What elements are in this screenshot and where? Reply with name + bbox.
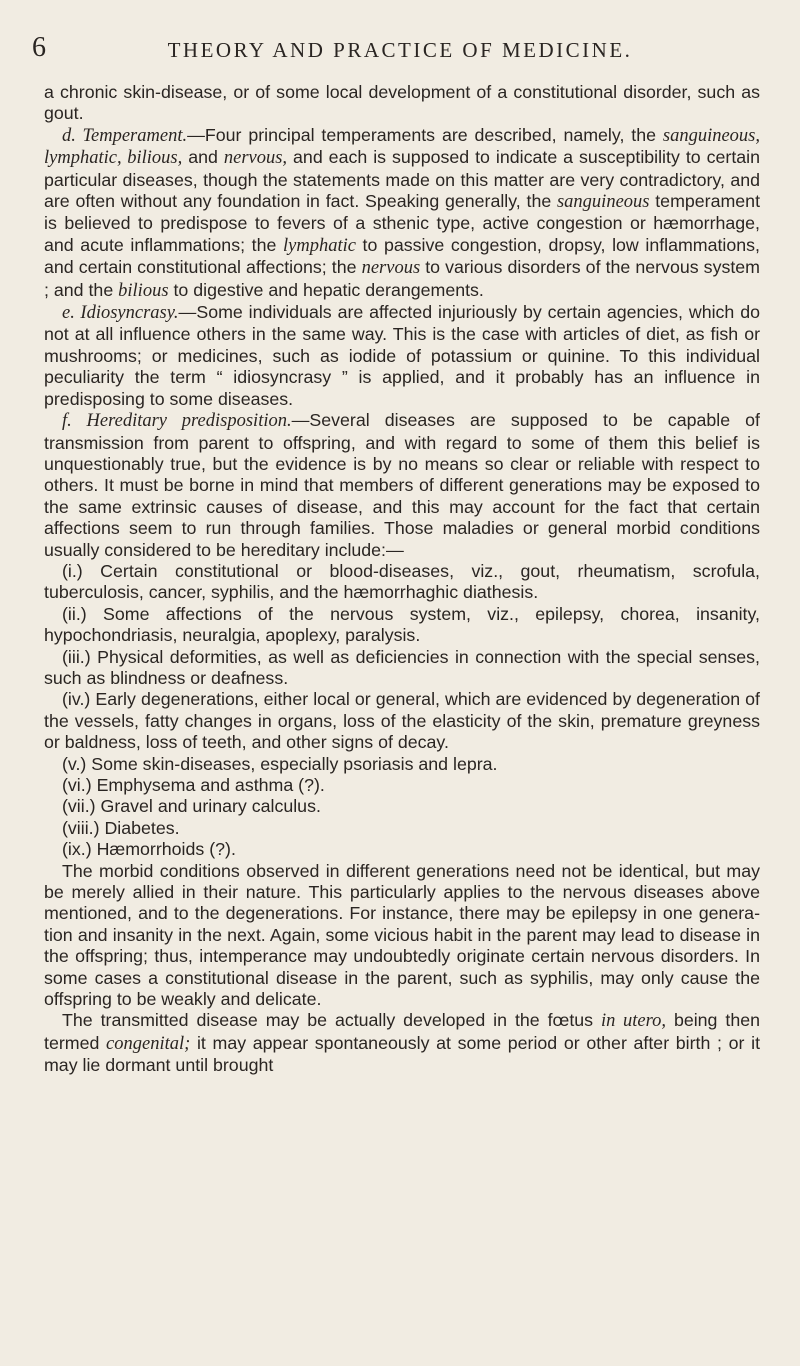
text-run: —Some individuals are affected injuriously by certain agencies, which do not at all influence others in the same way. This is the case with articles of diet, as fish or mushrooms; or medicines, such as iodide of potassium or quinine. To this individual peculiarity the term “ idiosyncrasy ” is applied, and it probably has an influence in predisposing to some diseases. — [44, 302, 760, 409]
italic-text: lymphatic — [282, 235, 356, 256]
italic-text: in utero, — [600, 1011, 666, 1032]
text-run: to passive congestion, dropsy, low inflammations, and certain constitutional affections; the — [44, 234, 760, 278]
paragraph-idiosyncrasy — [44, 302, 760, 410]
paragraph-temperament — [44, 125, 760, 302]
paragraph-item2 — [44, 604, 760, 647]
text-run: (iii.) Physical deformities, as well as deficiencies in connection with the special senses, such as blindness or deafness. — [44, 646, 760, 688]
italic-text: congenital; — [106, 1033, 191, 1054]
paragraph-intro — [44, 82, 760, 125]
text-run: a chronic skin-disease, or of some local development of a constitutional disorder, such as gout. — [44, 82, 760, 124]
italic-text: e. Idiosyncrasy. — [62, 303, 179, 324]
body-text — [44, 82, 760, 1077]
italic-text: nervous, — [223, 148, 288, 169]
paragraph-item6 — [44, 775, 760, 796]
paragraph-item1 — [44, 561, 760, 604]
paragraph-item5 — [44, 754, 760, 775]
text-run: (ii.) Some affections of the nervous system, viz., epilepsy, chorea, insanity, hypochondriasis, neuralgia, apoplexy, paralysis. — [44, 603, 760, 646]
paragraph-item7 — [44, 796, 760, 817]
italic-text: bilious — [118, 280, 169, 301]
text-run: and each is supposed to indicate a susceptibility to certain particular diseases, though the statements made on this matter are very contradictory, and are often without any foundation in fact. Speaking generally, the — [44, 147, 760, 212]
italic-text: sanguineous — [556, 192, 650, 213]
running-title: THEORY AND PRACTICE OF MEDICINE. — [167, 38, 633, 62]
paragraph-morbid — [44, 861, 760, 1011]
italic-text: sanguineous, lymphatic, bilious, — [44, 125, 760, 169]
italic-text: d. Temperament. — [62, 125, 188, 146]
text-run: to digestive and hepatic derangements. — [168, 279, 484, 300]
paragraph-transmitted — [44, 1010, 760, 1076]
text-run: (ix.) Hæmorrhoids (?). — [62, 839, 236, 860]
text-run: (viii.) Diabetes. — [62, 817, 180, 838]
text-run: it may appear spontaneously at some period or other after birth ; or it may lie dormant until brought — [44, 1032, 761, 1076]
text-run: (vi.) Emphysema and asthma (?). — [62, 775, 325, 795]
text-run: (iv.) Early degenerations, either local or general, which are evidenced by degeneration of the vessels, fatty changes in organs, loss of the elasticity of the skin, premature greyness or baldness, loss of teeth, and other signs of decay. — [44, 689, 760, 753]
text-run: and — [182, 147, 224, 168]
text-run: temperament is believed to predispose to fevers of a sthenic type, active congestion or hæmorrhage, and acute inflammations; the — [44, 191, 761, 255]
paragraph-item4 — [44, 689, 760, 753]
paragraph-item9 — [44, 839, 760, 860]
paragraph-hereditary — [44, 410, 760, 561]
paragraph-item3 — [44, 647, 760, 690]
text-run: The transmitted disease may be actually developed in the fœtus — [62, 1010, 601, 1031]
text-run: being then termed — [44, 1010, 760, 1053]
italic-text: f. Hereditary predisposition. — [62, 411, 292, 432]
paragraph-item8 — [44, 818, 760, 839]
italic-text: nervous — [361, 258, 421, 279]
text-run: (vii.) Gravel and urinary calculus. — [62, 796, 321, 817]
text-run: to various disorders of the nervous system ; and the — [44, 257, 760, 300]
page-number: 6 — [32, 32, 47, 63]
text-run: (v.) Some skin-diseases, especially psoriasis and lepra. — [62, 753, 498, 774]
text-run: —Four principal temperaments are described, namely, the — [187, 124, 663, 145]
page-header — [28, 28, 772, 68]
text-run: The morbid conditions observed in different generations need not be identical, but may be merely allied in their nature. This particularly applies to the nervous diseases above mentioned, and to the degenerations. For instance, there may be epilepsy in one generation and insanity in the next. Again, some vicious habit in the parent may lead to disease in the offspring; thus, intemperance may undoubtedly originate certain nervous disorders. In some cases a constitutional disease in the parent, such as syphilis, may only cause the offspring to be weakly and delicate. — [44, 860, 760, 1010]
text-run: (i.) Certain constitutional or blood-diseases, viz., gout, rheumatism, scrofula, tuberculosis, cancer, syphilis, and the hæmorrhaghic diathesis. — [44, 560, 760, 603]
text-run: —Several diseases are supposed to be capable of transmission from parent to offspring, and with regard to some of them this belief is unquestionably true, but the evidence is by no means so clear or reliable with respect to others. It must be borne in mind that members of different generations may be exposed to the same extrinsic causes of disease, and this may account for the fact that certain affections seem to run through families. Those maladies or general morbid conditions usually considered to be hereditary include:— — [44, 410, 760, 560]
